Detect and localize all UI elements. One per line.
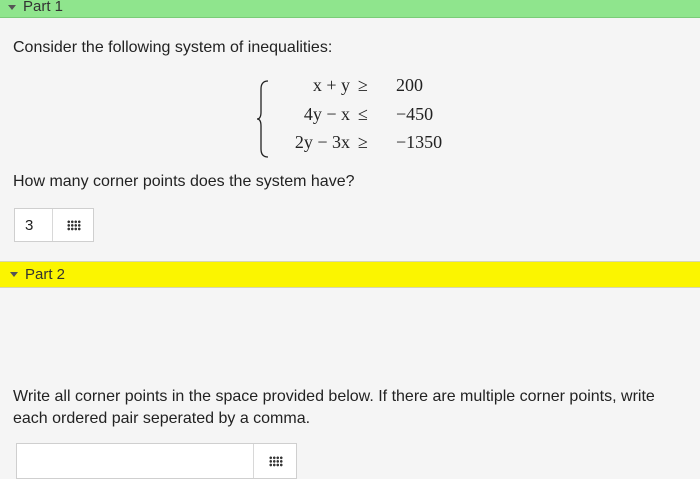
keypad-icon[interactable] bbox=[269, 456, 283, 467]
collapse-triangle-icon bbox=[10, 272, 18, 277]
inequality-2-op: ≤ bbox=[358, 104, 368, 124]
inequality-3-rhs: −1350 bbox=[396, 132, 443, 152]
part2-instructions: Write all corner points in the space provided below. If there are multiple corner points, write each ordered pair seperated by a comma. bbox=[13, 388, 655, 427]
inequality-2-rhs: −450 bbox=[396, 104, 434, 124]
question-intro: Consider the following system of inequalities: bbox=[13, 39, 333, 56]
part1-header-label: Part 1 bbox=[23, 0, 64, 15]
inequality-3-lhs: 2y − 3x bbox=[294, 132, 350, 152]
left-brace-icon bbox=[256, 80, 270, 158]
part1-header[interactable] bbox=[0, 0, 700, 18]
inequality-3-op: ≥ bbox=[358, 132, 368, 152]
field-separator bbox=[52, 209, 53, 241]
part2-header-label: Part 2 bbox=[25, 266, 66, 283]
corner-points-answer-field[interactable] bbox=[16, 443, 297, 479]
keypad-icon[interactable] bbox=[67, 220, 81, 231]
inequality-1-op: ≥ bbox=[358, 75, 368, 95]
inequality-1-lhs: x + y bbox=[312, 75, 350, 95]
inequality-2-lhs: 4y − x bbox=[303, 104, 350, 124]
inequality-1-rhs: 200 bbox=[396, 75, 423, 95]
part2-header[interactable] bbox=[0, 261, 700, 288]
corner-count-answer-field[interactable] bbox=[14, 208, 94, 242]
collapse-triangle-icon bbox=[8, 5, 16, 10]
corner-count-answer-value: 3 bbox=[25, 217, 34, 234]
corner-points-question: How many corner points does the system have? bbox=[13, 173, 355, 190]
